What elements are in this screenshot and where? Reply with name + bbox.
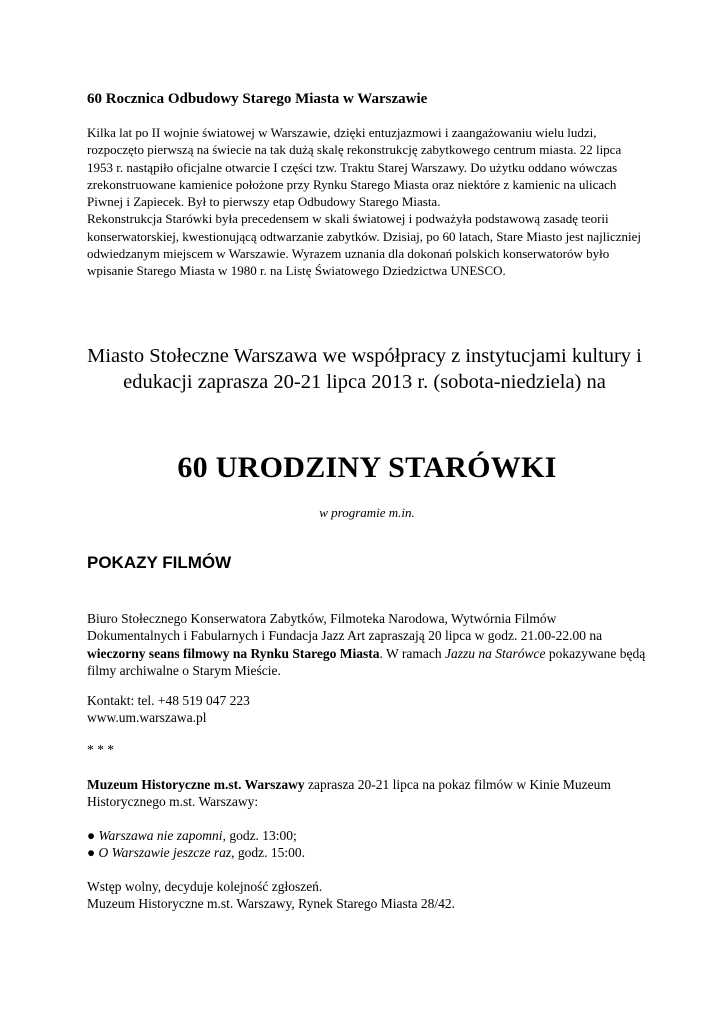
films-text-b: . W ramach bbox=[379, 645, 446, 661]
intro-paragraph-2: Rekonstrukcja Starówki była precedensem w skali światowej i podważyła podstawową zasadę teorii konserwatorskiej, kwestionującą odtwarzanie zabytków. Dzisiaj, po 60 latach, Stare Miasto jest najliczniej odwiedzanym miejscem w Warszawie. Wyrazem uznania dla dokonań polskich konserwatorów było wpisanie Starego Miasta w 1980 r. na Listę Światowego Dziedzictwa UNESCO. bbox=[87, 211, 642, 279]
closing-block bbox=[87, 878, 647, 913]
section-title-films: POKAZY FILMÓW bbox=[87, 553, 232, 572]
museum-text: zaprasza 20-21 lipca na pokaz filmów w Kinie Muzeum Historycznego m.st. Warszawy: bbox=[87, 777, 611, 810]
list-item bbox=[87, 827, 647, 844]
contact-phone: Kontakt: tel. +48 519 047 223 bbox=[87, 693, 250, 708]
screening-time: , godz. 13:00; bbox=[222, 828, 297, 843]
program-subheading: w programie m.in. bbox=[319, 505, 415, 520]
bullet-icon: ● bbox=[87, 845, 96, 861]
screening-list bbox=[87, 827, 647, 862]
document-title: 60 Rocznica Odbudowy Starego Miasta w Warszawie bbox=[87, 91, 428, 107]
films-paragraph bbox=[87, 610, 647, 680]
films-text-c: pokazywane będą filmy archiwalne o Starym Mieście. bbox=[87, 645, 646, 679]
entry-note: Wstęp wolny, decyduje kolejność zgłoszeń. bbox=[87, 879, 323, 894]
museum-name: Muzeum Historyczne m.st. Warszawy bbox=[87, 777, 305, 792]
invitation-text: Miasto Stołeczne Warszawa we współpracy z instytucjami kultury i edukacji zaprasza 20-21 lipca 2013 r. (sobota-niedziela) na bbox=[87, 345, 642, 393]
intro-paragraph-1: Kilka lat po II wojnie światowej w Warszawie, dzięki entuzjazmowi i zaangażowaniu wielu ludzi, rozpoczęto pierwszą na świecie na tak dużą skalę rekonstrukcję zabytkowego centrum miasta. 22 lipca 1953 r. nastąpiło oficjalne otwarcie I części tzw. Traktu Starej Warszawy. Do użytku oddano wówczas zrekonstruowane kamienice położone przy Rynku Starego Miasta oraz niektóre z kamienic na ulicach Piwnej i Zapiecek. Był to pierwszy etap Odbudowy Starego Miasta. bbox=[87, 125, 622, 210]
screening-title: Warszawa nie zapomni bbox=[98, 828, 223, 843]
films-text-bold: wieczorny seans filmowy na Rynku Starego Miasta bbox=[87, 645, 380, 661]
contact-block bbox=[87, 692, 647, 727]
museum-paragraph bbox=[87, 776, 647, 811]
separator: * * * bbox=[87, 742, 114, 757]
screening-time: , godz. 15:00. bbox=[231, 845, 306, 861]
intro-text bbox=[87, 124, 647, 280]
bullet-icon: ● bbox=[87, 828, 96, 843]
screening-title: O Warszawie jeszcze raz bbox=[98, 845, 232, 861]
museum-address: Muzeum Historyczne m.st. Warszawy, Rynek Starego Miasta 28/42. bbox=[87, 896, 456, 912]
list-item bbox=[87, 844, 647, 861]
event-headline: 60 URODZINY STARÓWKI bbox=[177, 451, 557, 484]
films-text-italic: Jazzu na Starówce bbox=[445, 645, 546, 661]
films-text-a: Biuro Stołecznego Konserwatora Zabytków, Filmoteka Narodowa, Wytwórnia Filmów Dokumentalnych i Fabularnych i Fundacja Jazz Art zapraszają 20 lipca w godz. 21.00-22.00 na bbox=[87, 611, 603, 644]
contact-website: www.um.warszawa.pl bbox=[87, 710, 207, 726]
